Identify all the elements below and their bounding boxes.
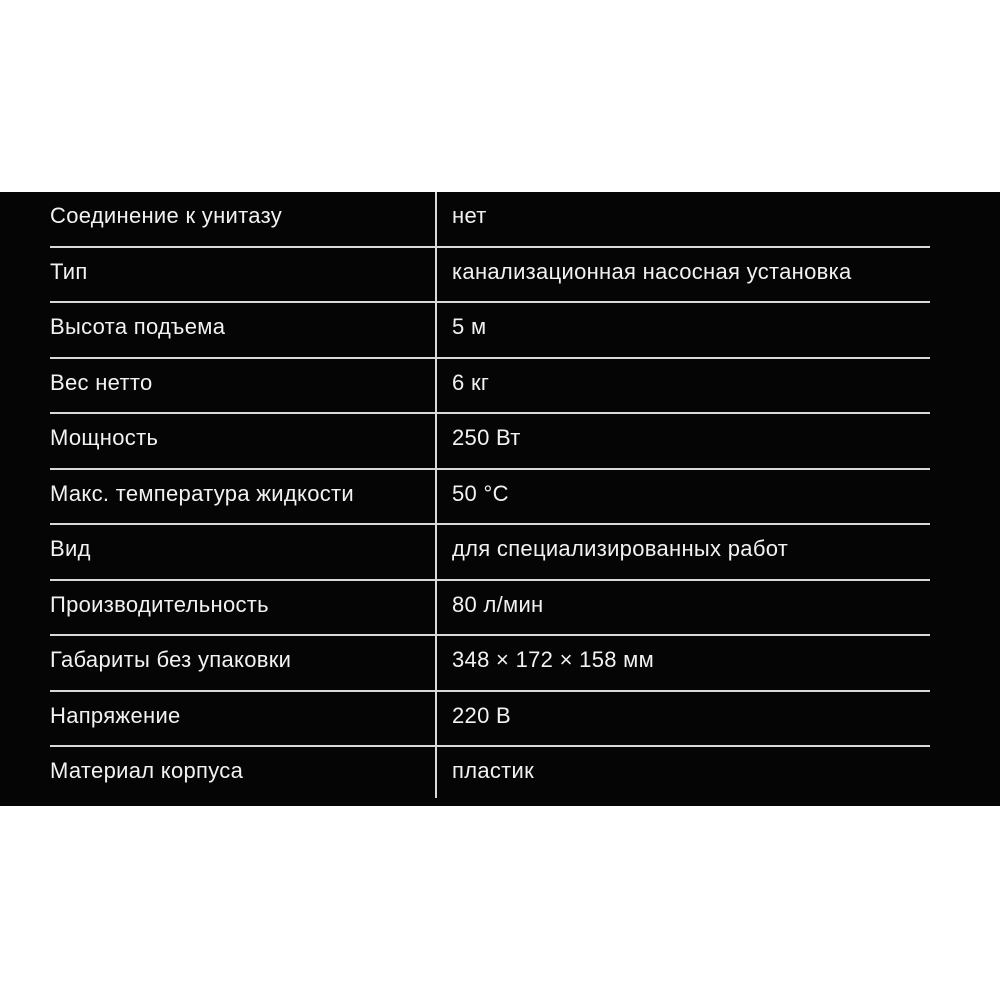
spec-label: Мощность [50,425,159,450]
spec-row [0,525,1000,581]
spec-row [0,248,1000,304]
spec-value: 6 кг [452,369,490,395]
spec-label: Вес нетто [50,369,153,395]
spec-value: канализационная насосная установка [452,258,852,284]
spec-label: Макс. температура жидкости [50,480,355,506]
spec-label: Материал корпуса [50,758,244,783]
spec-row [0,359,1000,415]
spec-value: пластик [452,758,535,783]
spec-value: 5 м [452,314,487,339]
spec-row [0,470,1000,526]
specifications-table [0,192,1000,803]
spec-value: для специализированных работ [452,536,789,561]
spec-label: Высота подъема [50,314,226,339]
spec-value: 348 × 172 × 158 мм [452,647,655,672]
spec-value: 50 °C [452,480,509,506]
spec-row [0,747,1000,803]
spec-value: 80 л/мин [452,591,544,617]
spec-label: Габариты без упаковки [50,647,292,672]
spec-value: 220 В [452,702,511,728]
spec-value: нет [452,203,487,228]
spec-label: Соединение к унитазу [50,203,283,228]
spec-row [0,414,1000,470]
spec-label: Производительность [50,591,269,617]
spec-label: Напряжение [50,702,181,728]
spec-row [0,581,1000,637]
spec-value: 250 Вт [452,425,521,450]
specifications-panel [0,192,1000,806]
spec-row [0,192,1000,248]
spec-label: Тип [50,258,88,284]
spec-row [0,303,1000,359]
spec-row [0,636,1000,692]
spec-label: Вид [50,536,91,561]
spec-row [0,692,1000,748]
